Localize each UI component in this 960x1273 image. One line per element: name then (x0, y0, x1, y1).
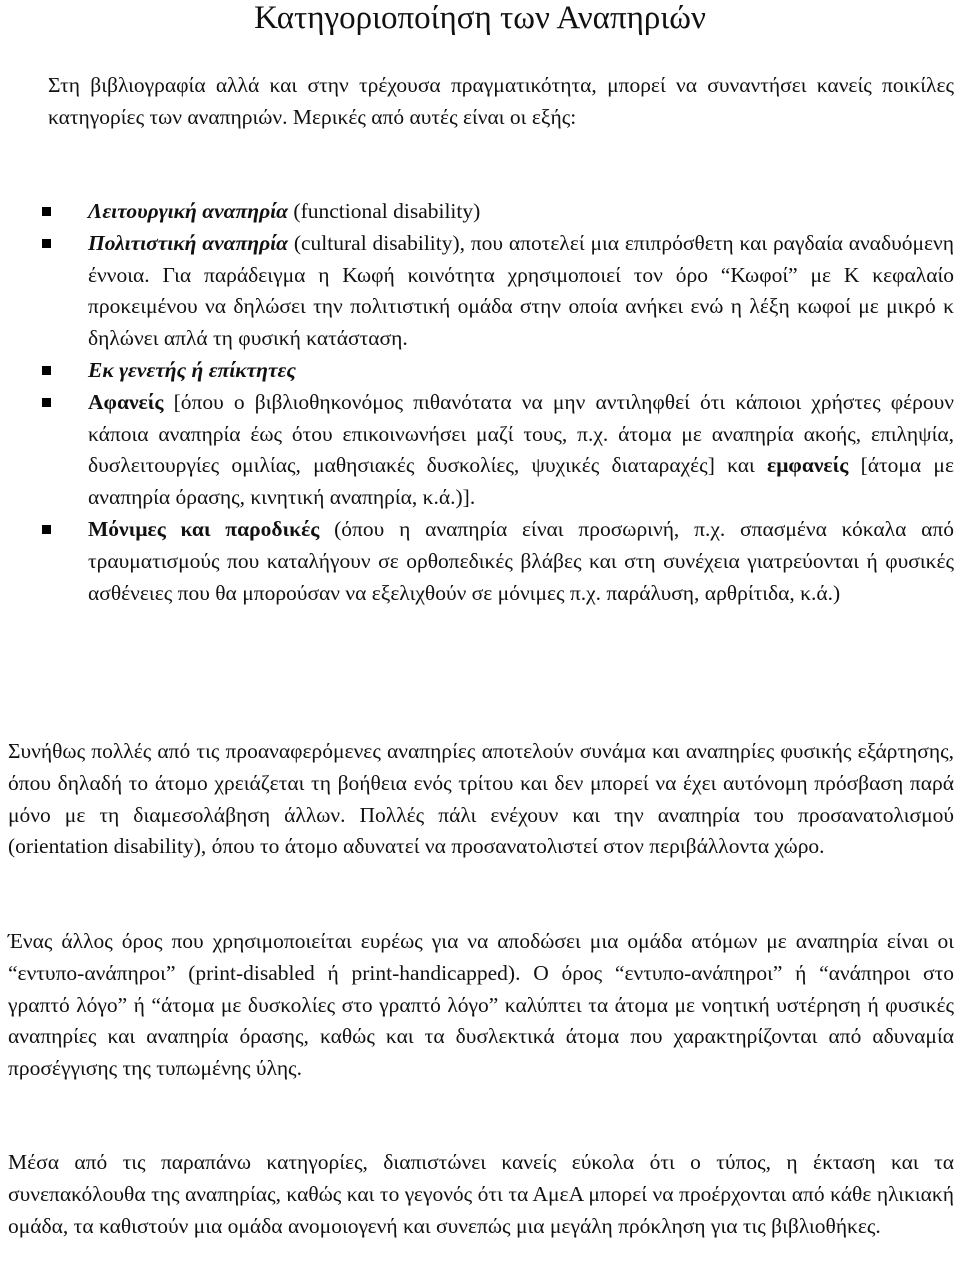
category-term: Πολιτιστική αναπηρία (88, 230, 289, 255)
categories-list (40, 196, 954, 609)
square-bullet-icon (42, 366, 51, 375)
category-text: (όπου η αναπηρία είναι προσωρινή, π.χ. σπασμένα κόκαλα από τραυματισμούς που καταλήγουν σε ορθοπεδικές βλάβες και στη συνέχεια γιατρεύονται ή φυσικές ασθένειες που θα μπορούσαν να εξελιχθούν σε μόνιμες π.χ. παράλυση, αρθρίτιδα, κ.ά.) (88, 516, 954, 605)
list-item (40, 196, 954, 228)
page-title: Κατηγοριοποίηση των Αναπηριών (254, 0, 706, 36)
category-term: Αφανείς (88, 389, 164, 414)
square-bullet-icon (42, 398, 51, 407)
list-item (40, 228, 954, 355)
intro-paragraph: Στη βιβλιογραφία αλλά και στην τρέχουσα πραγματικότητα, μπορεί να συναντήσει κανείς ποικίλες κατηγορίες των αναπηριών. Μερικές από αυτές είναι οι εξής: (48, 73, 954, 129)
dependency-paragraph: Συνήθως πολλές από τις προαναφερόμενες αναπηρίες αποτελούν συνάμα και αναπηρίες φυσικής εξάρτησης, όπου δηλαδή το άτομο χρειάζεται τη βοήθεια ενός τρίτου και δεν μπορεί να έχει αυτόνομη πρόσβαση παρά μόνο με τη διαμεσολάβηση άλλων. Πολλές πάλι ενέχουν και την αναπηρία του προσανατολισμού (orientation disability), όπου το άτομο αδυνατεί να προσανατολιστεί στον περιβάλλοντα χώρο. (8, 739, 954, 859)
square-bullet-icon (42, 525, 51, 534)
conclusion-paragraph: Μέσα από τις παραπάνω κατηγορίες, διαπιστώνει κανείς εύκολα ότι ο τύπος, η έκταση και τα συνεπακόλουθα της αναπηρίας, καθώς και το γεγονός ότι τα ΑμεΑ μπορεί να προέρχονται από κάθε ηλικιακή ομάδα, τα καθιστούν μια ομάδα ανομοιογενή και συνεπώς μια μεγάλη πρόκληση για τις βιβλιοθήκες. (8, 1150, 954, 1238)
category-text-secondary: [άτομα με αναπηρία όρασης, κινητική αναπηρία, κ.ά.)]. (88, 453, 954, 510)
category-term: Λειτουργική αναπηρία (88, 199, 289, 223)
list-item (40, 387, 954, 514)
list-item (40, 514, 954, 609)
square-bullet-icon (42, 239, 51, 248)
square-bullet-icon (42, 207, 51, 216)
category-text: (cultural disability), που αποτελεί μια επιπρόσθετη και ραγδαία αναδυόμενη έννοια. Για παράδειγμα η Κωφή κοινότητα χρησιμοποιεί τον όρο “Κωφοί” με Κ κεφαλαίο προκειμένου να δηλώσει την πολιτιστική ομάδα στην οποία ανήκει ενώ η λέξη κωφοί με μικρό κ δηλώνει απλά τη φυσική κατάσταση. (88, 230, 954, 351)
category-term: Μόνιμες και παροδικές (88, 516, 320, 541)
category-text: [όπου ο βιβλιοθηκονόμος πιθανότατα να μην αντιληφθεί ότι κάποιοι χρήστες φέρουν κάποια αναπηρία έως ότου επικοινωνήσει μαζί τους, π.χ. άτομα με αναπηρία ακοής, επιληψία, δυσλειτουργίες ομιλίας, μαθησιακές δυσκολίες, ψυχικές διαταραχές] και (88, 389, 954, 478)
list-item (40, 355, 954, 387)
category-term-secondary: εμφανείς (767, 453, 849, 478)
category-term: Εκ γενετής ή επίκτητες (88, 357, 296, 382)
print-disabled-paragraph: Ένας άλλος όρος που χρησιμοποιείται ευρέως για να αποδώσει μια ομάδα ατόμων με αναπηρία είναι οι “εντυπο-ανάπηροι” (print-disabled ή print-handicapped). Ο όρος “εντυπο-ανάπηροι” ή “ανάπηροι στο γραπτό λόγο” ή “άτομα με δυσκολίες στο γραπτό λόγο” καλύπτει τα άτομα με νοητική υστέρηση ή φυσικές αναπηρίες και αναπηρία όρασης, καθώς και τα δυσλεκτικά άτομα που χαρακτηρίζονται από αδυναμία προσέγγισης της τυπωμένης ύλης. (8, 929, 954, 1081)
category-text: (functional disability) (288, 199, 481, 223)
